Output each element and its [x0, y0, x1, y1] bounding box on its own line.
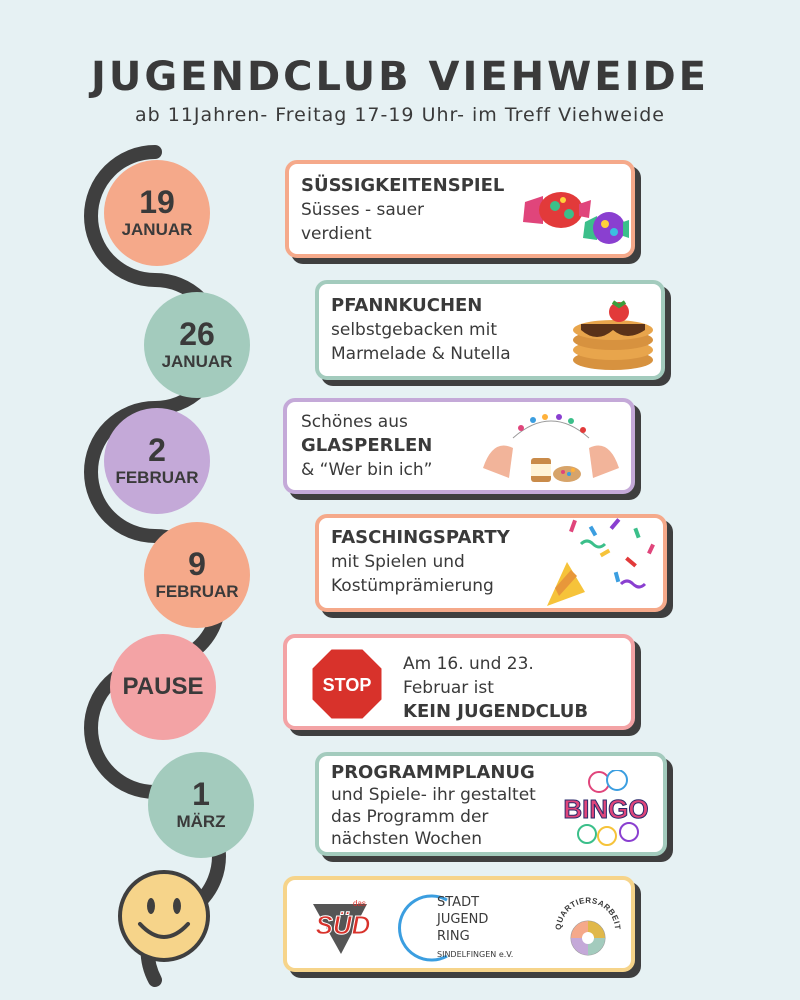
page-title: JUGENDCLUB VIEHWEIDE	[90, 54, 709, 100]
bingo-icon	[553, 770, 659, 846]
event-card-1	[285, 160, 635, 258]
date-month: JANUAR	[161, 352, 233, 371]
event-line: und Spiele- ihr gestaltet	[331, 785, 536, 805]
date-month: JANUAR	[121, 220, 193, 239]
date-day: 1	[192, 776, 210, 812]
event-line: Kostümprämierung	[331, 576, 494, 596]
stop-sign-icon	[309, 646, 385, 722]
stadtjugendring-line: RING	[437, 929, 470, 944]
event-line: Süsses - sauer	[301, 200, 425, 220]
date-circle-4	[144, 522, 250, 628]
sued-logo-small: das	[353, 899, 366, 908]
event-heading: PROGRAMMPLANUG	[331, 762, 535, 783]
event-line: Marmelade & Nutella	[331, 344, 511, 364]
stadtjugendring-line: JUGEND	[437, 912, 489, 927]
date-circle-1	[104, 160, 210, 266]
date-day: 19	[139, 184, 175, 220]
sued-logo	[307, 894, 379, 960]
stadtjugendring-sub: SINDELFINGEN e.V.	[437, 950, 514, 959]
event-line: & “Wer bin ich”	[301, 460, 433, 480]
date-day: 9	[188, 546, 206, 582]
event-heading: SÜSSIGKEITENSPIEL	[301, 175, 505, 196]
date-circle-pause	[110, 634, 216, 740]
quartiersarbeit-logo	[549, 890, 627, 968]
stadtjugendring-logo	[395, 890, 523, 966]
date-circle-6	[148, 752, 254, 858]
date-circle-2	[144, 292, 250, 398]
date-month: FEBRUAR	[155, 582, 239, 601]
partner-logos-card	[283, 876, 635, 972]
event-line: mit Spielen und	[331, 552, 465, 572]
event-card-3	[283, 398, 635, 494]
date-month: MÄRZ	[176, 812, 226, 831]
event-card-pause	[283, 634, 635, 730]
event-line: das Programm der	[331, 807, 489, 827]
smiley-circle	[116, 868, 212, 964]
event-line: Schönes aus	[301, 412, 408, 432]
pause-label: PAUSE	[122, 673, 204, 700]
event-line: Am 16. und 23.	[403, 654, 534, 674]
event-heading: FASCHINGSPARTY	[331, 527, 510, 548]
pancakes-icon	[567, 294, 659, 374]
event-card-6	[315, 752, 667, 856]
stop-sign-text: STOP	[322, 675, 372, 695]
event-card-4	[315, 514, 667, 612]
quartiersarbeit-text: QUARTIERSARBEIT	[553, 895, 623, 931]
event-line: selbstgebacken mit	[331, 320, 497, 340]
party-popper-icon	[541, 514, 665, 612]
smiley-icon	[116, 868, 212, 964]
date-day: 26	[179, 316, 215, 352]
event-heading: GLASPERLEN	[301, 435, 433, 456]
event-heading: PFANNKUCHEN	[331, 295, 483, 316]
event-card-2	[315, 280, 665, 380]
event-heading: KEIN JUGENDCLUB	[403, 701, 589, 722]
candy-icon	[519, 182, 629, 248]
date-circle-3	[104, 408, 210, 514]
stadtjugendring-line: STADT	[437, 895, 480, 910]
date-month: FEBRUAR	[115, 468, 199, 487]
sued-logo-text: SÜD	[315, 910, 371, 940]
bingo-text: BINGO	[563, 794, 649, 824]
event-line: nächsten Wochen	[331, 829, 483, 849]
event-line: Februar ist	[403, 678, 494, 698]
event-line: verdient	[301, 224, 372, 244]
page-subtitle: ab 11Jahren- Freitag 17-19 Uhr- im Treff Viehweide	[134, 104, 665, 126]
date-day: 2	[148, 432, 166, 468]
beads-icon	[473, 408, 629, 488]
